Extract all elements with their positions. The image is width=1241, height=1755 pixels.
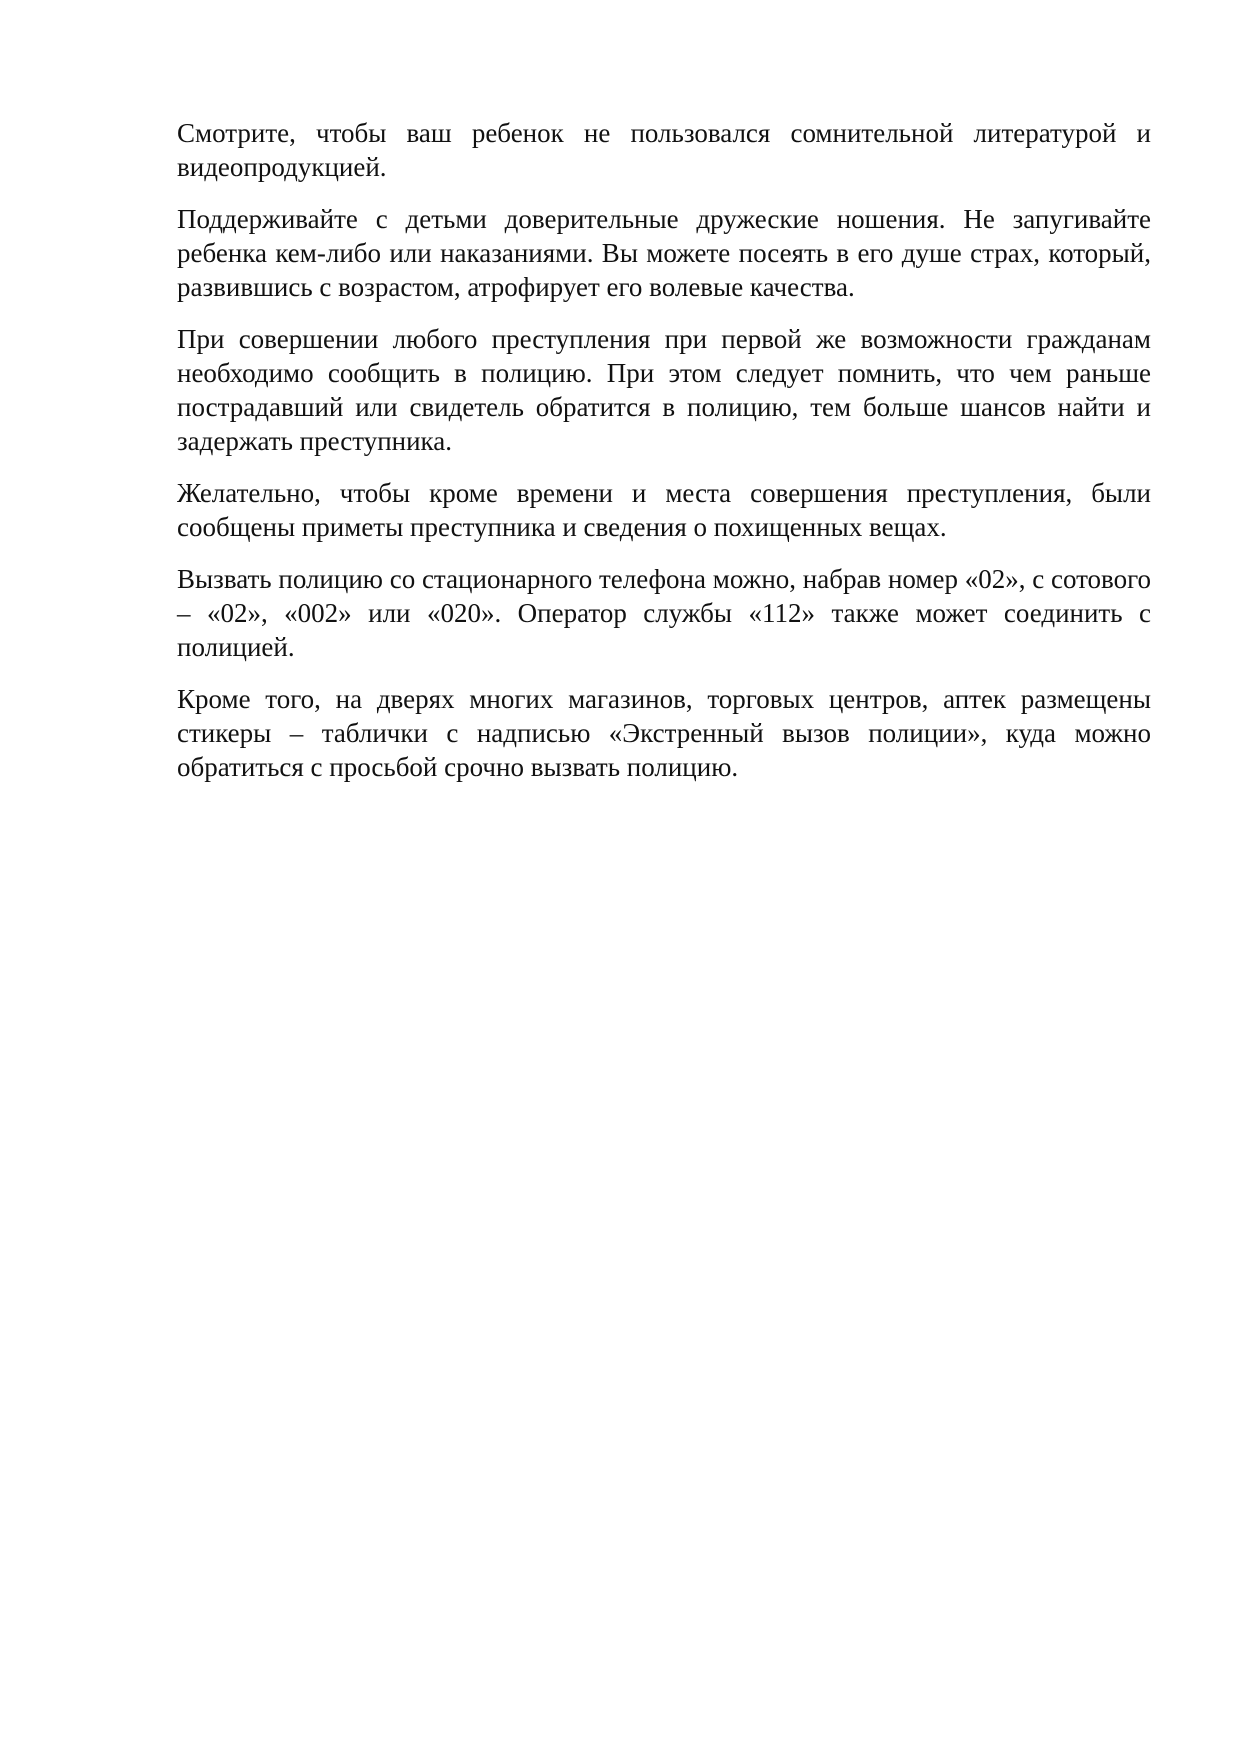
paragraph-report-crime: При совершении любого преступления при первой же возможности гражданам необходимо сообщить в полицию. При этом следует помнить, что чем раньше пострадавший или свидетель обратится в полицию, тем больше шансов найти и задержать преступника. [177,324,1151,456]
paragraph-emergency-stickers: Кроме того, на дверях многих магазинов, торговых центров, аптек размещены стикеры – таблички с надписью «Экстренный вызов полиции», куда можно обратиться с просьбой срочно вызвать полицию. [177,684,1151,782]
paragraph-literature-warning: Смотрите, чтобы ваш ребенок не пользовался сомнительной литературой и видеопродукцией. [177,118,1151,182]
paragraph-emergency-numbers: Вызвать полицию со стационарного телефона можно, набрав номер «02», с сотового – «02», «002» или «020». Оператор службы «112» также может соединить с полицией. [177,564,1151,662]
paragraph-crime-details: Желательно, чтобы кроме времени и места совершения преступления, были сообщены приметы преступника и сведения о похищенных вещах. [177,478,1151,542]
document-body [177,116,1151,802]
paragraph-trust-relations: Поддерживайте с детьми доверительные дружеские ношения. Не запугивайте ребенка кем-либо или наказаниями. Вы можете посеять в его душе страх, который, развившись с возрастом, атрофирует его волевые качества. [177,204,1151,302]
